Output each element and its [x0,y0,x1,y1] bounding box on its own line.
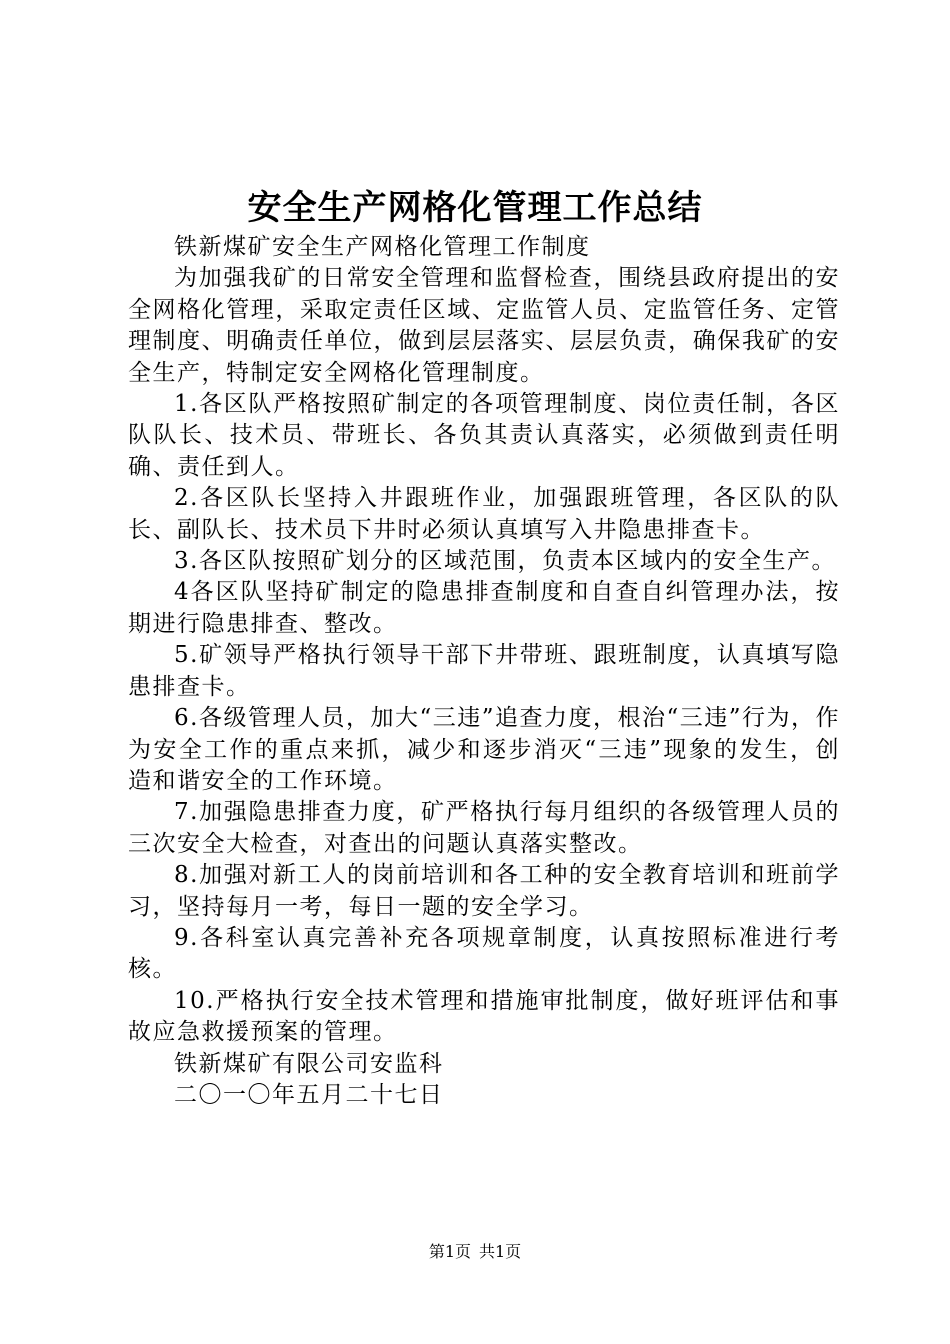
page-total: 共1页 [479,1242,522,1261]
rule-paragraph-6: 6.各级管理人员，加大“三违”追查力度，根治“三违”行为，作为安全工作的重点来抓，减少和逐步消灭“三违”现象的发生，创造和谐安全的工作环境。 [128,705,840,794]
rule-paragraph-10: 10.严格执行安全技术管理和措施审批制度，做好班评估和事故应急救援预案的管理。 [128,987,840,1046]
subtitle-paragraph: 铁新煤矿安全生产网格化管理工作制度 [174,234,591,260]
signature-date: 二〇一〇年五月二十七日 [174,1081,444,1108]
rule-paragraph-9: 9.各科室认真完善补充各项规章制度，认真按照标准进行考核。 [128,924,840,983]
page-number: 第1页 [428,1242,471,1261]
signature-organization: 铁新煤矿有限公司安监科 [174,1050,444,1077]
document-body [128,232,840,1111]
intro-paragraph: 为加强我矿的日常安全管理和监督检查，围绕县政府提出的安全网格化管理，采取定责任区域、定监管人员、定监管任务、定管理制度、明确责任单位，做到层层落实、层层负责，确保我矿的安全生产，特制定安全网格化管理制度。 [128,265,840,386]
rule-paragraph-8: 8.加强对新工人的岗前培训和各工种的安全教育培训和班前学习，坚持每月一考，每日一题的安全学习。 [128,862,840,920]
rule-paragraph-5: 5.矿领导严格执行领导干部下井带班、跟班制度，认真填写隐患排查卡。 [128,642,840,700]
page-footer [0,1240,950,1264]
rule-paragraph-7: 7.加强隐患排查力度，矿严格执行每月组织的各级管理人员的三次安全大检查，对查出的问题认真落实整改。 [128,799,840,857]
rule-paragraph-4: 4各区队坚持矿制定的隐患排查制度和自查自纠管理办法，按期进行隐患排查、整改。 [128,579,840,637]
rule-paragraph-3: 3.各区队按照矿划分的区域范围，负责本区域内的安全生产。 [174,548,836,575]
rule-paragraph-2: 2.各区队长坚持入井跟班作业，加强跟班管理，各区队的队长、副队长、技术员下井时必须认真填写入井隐患排查卡。 [128,485,840,543]
document-title: 安全生产网格化管理工作总结 [247,188,703,228]
rule-paragraph-1: 1.各区队严格按照矿制定的各项管理制度、岗位责任制，各区队队长、技术员、带班长、各负其责认真落实，必须做到责任明确、责任到人。 [128,391,840,480]
